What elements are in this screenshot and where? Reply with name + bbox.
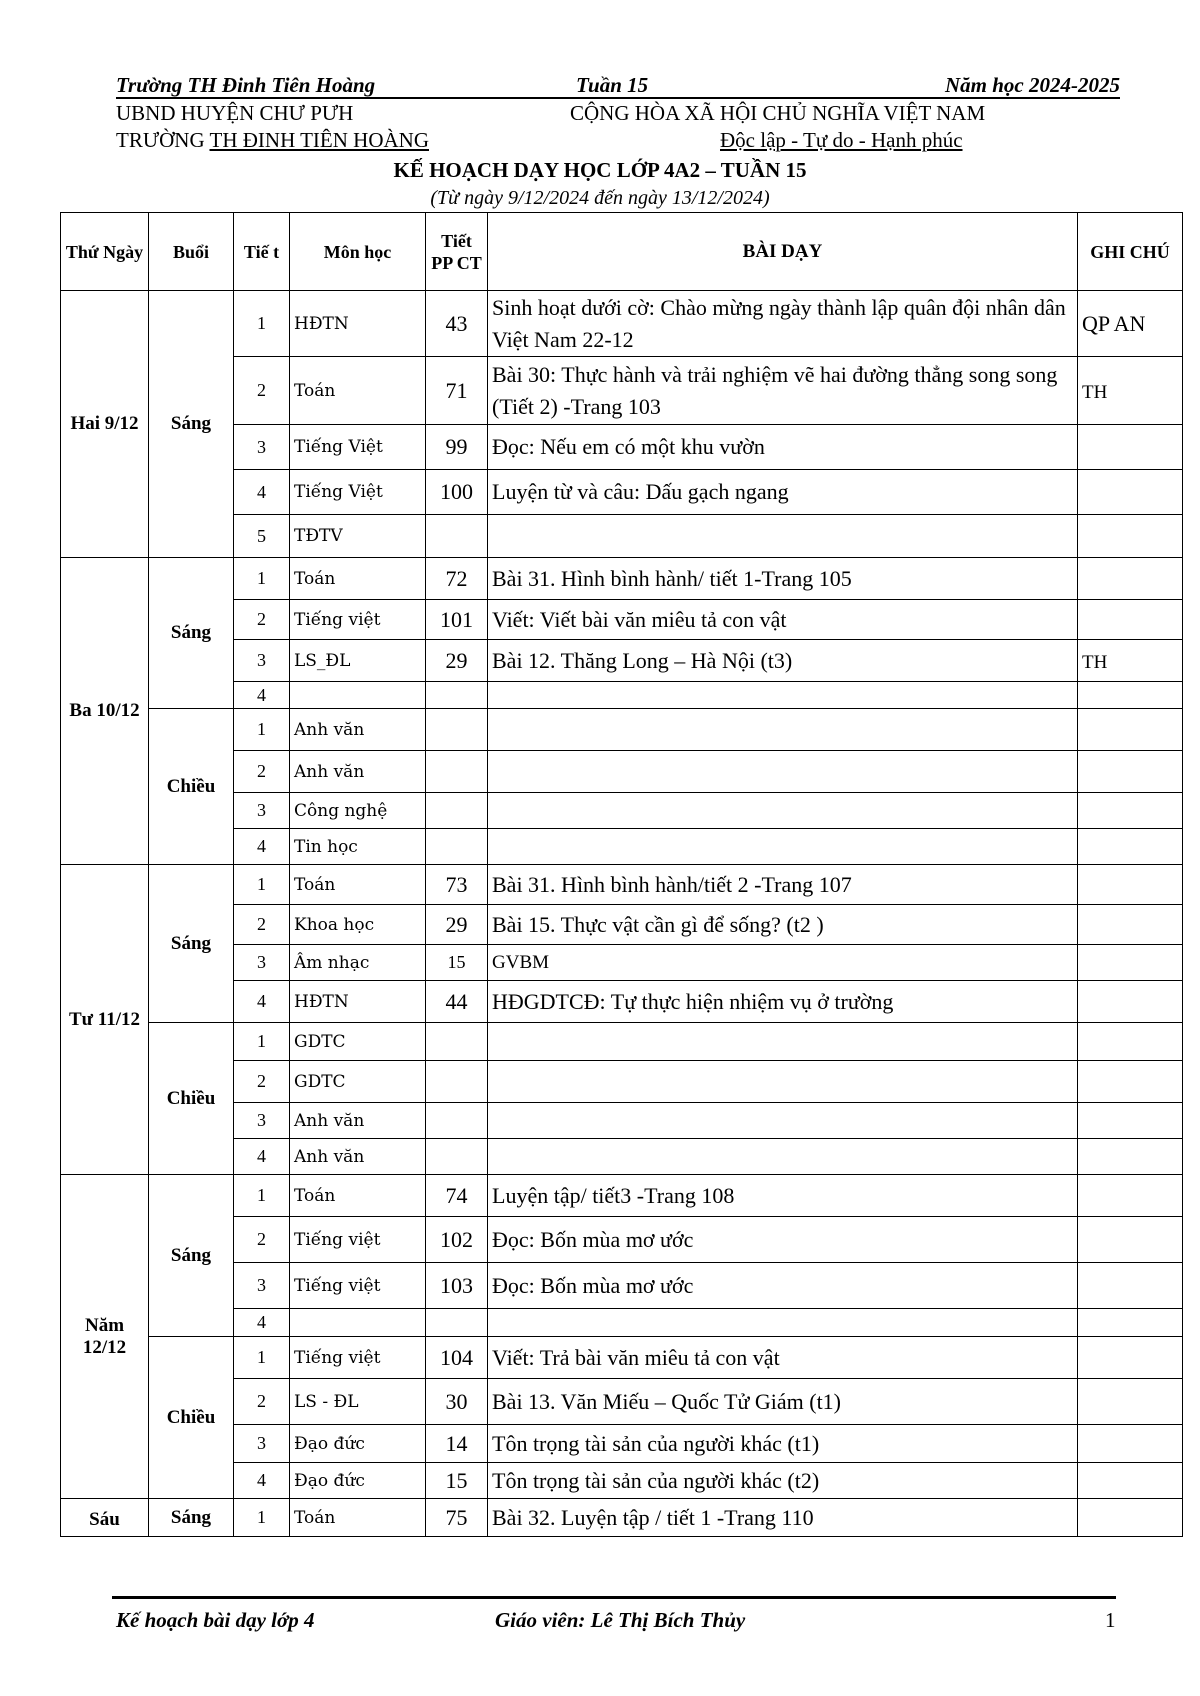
lesson-cell: HĐGDTCĐ: Tự thực hiện nhiệm vụ ở trường	[488, 981, 1078, 1023]
header-thu-ngay: Thứ Ngày	[61, 213, 149, 291]
subject-cell: Tiếng việt	[290, 1263, 426, 1309]
subject-cell: Âm nhạc	[290, 945, 426, 981]
note-cell	[1078, 1337, 1183, 1379]
schedule-table	[60, 212, 1183, 1537]
ppct-cell: 73	[426, 865, 488, 905]
day-cell-ba: Ba 10/12	[61, 558, 149, 865]
lesson-cell: Tôn trọng tài sản của người khác (t1)	[488, 1425, 1078, 1463]
lesson-cell: Bài 30: Thực hành và trải nghiệm vẽ hai đường thẳng song song (Tiết 2) -Trang 103	[488, 357, 1078, 425]
period-cell: 1	[234, 291, 290, 357]
footer-divider	[112, 1596, 1116, 1599]
ppct-cell	[426, 1103, 488, 1139]
lesson-cell: Bài 15. Thực vật cần gì để sống? (t2 )	[488, 905, 1078, 945]
lesson-cell: Bài 32. Luyện tập / tiết 1 -Trang 110	[488, 1499, 1078, 1537]
note-cell	[1078, 682, 1183, 709]
note-cell	[1078, 425, 1183, 470]
week-label: Tuần 15	[576, 73, 649, 97]
lesson-cell	[488, 1023, 1078, 1061]
period-cell: 4	[234, 682, 290, 709]
lesson-cell	[488, 1139, 1078, 1175]
lesson-cell	[488, 829, 1078, 865]
table-row	[61, 1499, 1183, 1537]
ppct-cell: 43	[426, 291, 488, 357]
lesson-cell: Luyện tập/ tiết3 -Trang 108	[488, 1175, 1078, 1217]
ppct-cell: 102	[426, 1217, 488, 1263]
day-cell-hai: Hai 9/12	[61, 291, 149, 558]
period-cell: 2	[234, 751, 290, 793]
note-cell: TH	[1078, 357, 1183, 425]
school-name-caps	[116, 128, 429, 153]
day-cell-nam: Năm 12/12	[61, 1175, 149, 1499]
subject-cell: Toán	[290, 357, 426, 425]
day-cell-sau: Sáu	[61, 1499, 149, 1537]
period-cell: 1	[234, 558, 290, 600]
header-ghi-chu: GHI CHÚ	[1078, 213, 1183, 291]
ppct-cell	[426, 1061, 488, 1103]
period-cell: 1	[234, 1499, 290, 1537]
ppct-cell: 15	[426, 945, 488, 981]
lesson-cell: Bài 31. Hình bình hành/tiết 2 -Trang 107	[488, 865, 1078, 905]
note-cell	[1078, 1139, 1183, 1175]
lesson-cell: Bài 12. Thăng Long – Hà Nội (t3)	[488, 640, 1078, 682]
ppct-cell: 29	[426, 905, 488, 945]
ppct-cell	[426, 829, 488, 865]
note-cell	[1078, 905, 1183, 945]
note-cell: TH	[1078, 640, 1183, 682]
lesson-cell: Bài 31. Hình bình hành/ tiết 1-Trang 105	[488, 558, 1078, 600]
page-number: 1	[1105, 1608, 1116, 1632]
school-name-italic: Trường TH Đinh Tiên Hoàng	[116, 73, 376, 97]
period-cell: 2	[234, 1217, 290, 1263]
ppct-cell: 29	[426, 640, 488, 682]
lesson-cell: Tôn trọng tài sản của người khác (t2)	[488, 1463, 1078, 1499]
ppct-cell: 100	[426, 470, 488, 515]
period-cell: 1	[234, 709, 290, 751]
subject-cell: LS - ĐL	[290, 1379, 426, 1425]
school-year: Năm học 2024-2025	[945, 73, 1120, 97]
note-cell	[1078, 558, 1183, 600]
period-cell: 2	[234, 905, 290, 945]
session-cell: Sáng	[149, 1175, 234, 1337]
day-cell-tu: Tư 11/12	[61, 865, 149, 1175]
note-cell	[1078, 1379, 1183, 1425]
subject-cell: Tiếng việt	[290, 1217, 426, 1263]
period-cell: 1	[234, 1175, 290, 1217]
ppct-cell	[426, 515, 488, 558]
subject-cell: Tin học	[290, 829, 426, 865]
lesson-cell	[488, 793, 1078, 829]
ppct-cell	[426, 1139, 488, 1175]
ppct-cell	[426, 1023, 488, 1061]
subject-cell: Tiếng Việt	[290, 425, 426, 470]
ppct-cell	[426, 751, 488, 793]
lesson-cell	[488, 1061, 1078, 1103]
ppct-cell: 99	[426, 425, 488, 470]
subject-cell: Toán	[290, 1499, 426, 1537]
subject-cell: Tiếng việt	[290, 1337, 426, 1379]
session-cell: Sáng	[149, 1499, 234, 1537]
period-cell: 2	[234, 600, 290, 640]
subject-cell: Anh văn	[290, 1139, 426, 1175]
school-name-underlined: TH ĐINH TIÊN HOÀNG	[209, 128, 429, 152]
subject-cell: Đạo đức	[290, 1463, 426, 1499]
period-cell: 4	[234, 470, 290, 515]
ppct-cell	[426, 1309, 488, 1337]
subject-cell: TĐTV	[290, 515, 426, 558]
note-cell: QP AN	[1078, 291, 1183, 357]
ppct-cell: 44	[426, 981, 488, 1023]
school-name-prefix: TRƯỜNG	[116, 128, 210, 152]
subject-cell: Đạo đức	[290, 1425, 426, 1463]
header-top-line	[116, 73, 1120, 99]
period-cell: 4	[234, 829, 290, 865]
subject-cell: Công nghệ	[290, 793, 426, 829]
subject-cell: HĐTN	[290, 291, 426, 357]
ppct-cell	[426, 682, 488, 709]
table-row	[61, 865, 1183, 905]
header-mon-hoc: Môn học	[290, 213, 426, 291]
subject-cell	[290, 1309, 426, 1337]
plan-title: KẾ HOẠCH DẠY HỌC LỚP 4A2 – TUẦN 15	[393, 158, 807, 182]
lesson-cell	[488, 682, 1078, 709]
subject-cell: LS_ĐL	[290, 640, 426, 682]
period-cell: 2	[234, 1379, 290, 1425]
table-row	[61, 709, 1183, 751]
subject-cell: Anh văn	[290, 709, 426, 751]
note-cell	[1078, 981, 1183, 1023]
header-bai-day: BÀI DẠY	[488, 213, 1078, 291]
session-cell: Chiều	[149, 1023, 234, 1175]
ppct-cell: 75	[426, 1499, 488, 1537]
note-cell	[1078, 1217, 1183, 1263]
period-cell: 4	[234, 981, 290, 1023]
motto: Độc lập - Tự do - Hạnh phúc	[720, 128, 963, 152]
lesson-cell: Đọc: Bốn mùa mơ ước	[488, 1217, 1078, 1263]
period-cell: 4	[234, 1139, 290, 1175]
lesson-cell: Viết: Trả bài văn miêu tả con vật	[488, 1337, 1078, 1379]
note-cell	[1078, 1023, 1183, 1061]
note-cell	[1078, 751, 1183, 793]
session-cell: Chiều	[149, 1337, 234, 1499]
note-cell	[1078, 945, 1183, 981]
date-range: (Từ ngày 9/12/2024 đến ngày 13/12/2024)	[430, 187, 770, 209]
period-cell: 3	[234, 793, 290, 829]
ppct-cell: 30	[426, 1379, 488, 1425]
lesson-cell: Sinh hoạt dưới cờ: Chào mừng ngày thành lập quân đội nhân dân Việt Nam 22-12	[488, 291, 1078, 357]
table-row	[61, 1175, 1183, 1217]
note-cell	[1078, 1499, 1183, 1537]
note-cell	[1078, 829, 1183, 865]
period-cell: 3	[234, 1103, 290, 1139]
lesson-cell	[488, 709, 1078, 751]
ppct-cell: 74	[426, 1175, 488, 1217]
subject-cell: GDTC	[290, 1023, 426, 1061]
subject-cell: Anh văn	[290, 751, 426, 793]
session-cell: Sáng	[149, 865, 234, 1023]
country-name: CỘNG HÒA XÃ HỘI CHỦ NGHĨA VIỆT NAM	[570, 101, 986, 125]
subject-cell: Khoa học	[290, 905, 426, 945]
lesson-cell: GVBM	[488, 945, 1078, 981]
note-cell	[1078, 1425, 1183, 1463]
header-buoi: Buổi	[149, 213, 234, 291]
period-cell: 3	[234, 425, 290, 470]
table-row	[61, 291, 1183, 357]
period-cell: 3	[234, 945, 290, 981]
lesson-cell: Bài 13. Văn Miếu – Quốc Tử Giám (t1)	[488, 1379, 1078, 1425]
lesson-cell: Luyện từ và câu: Dấu gạch ngang	[488, 470, 1078, 515]
table-row	[61, 558, 1183, 600]
ppct-cell: 72	[426, 558, 488, 600]
ppct-cell: 101	[426, 600, 488, 640]
subject-cell: Tiếng việt	[290, 600, 426, 640]
note-cell	[1078, 1309, 1183, 1337]
period-cell: 2	[234, 357, 290, 425]
subject-cell: Toán	[290, 558, 426, 600]
lesson-cell	[488, 1309, 1078, 1337]
ppct-cell: 104	[426, 1337, 488, 1379]
note-cell	[1078, 1175, 1183, 1217]
subject-cell: GDTC	[290, 1061, 426, 1103]
period-cell: 1	[234, 1023, 290, 1061]
session-cell: Sáng	[149, 291, 234, 558]
lesson-cell: Đọc: Nếu em có một khu vườn	[488, 425, 1078, 470]
period-cell: 2	[234, 1061, 290, 1103]
ppct-cell: 103	[426, 1263, 488, 1309]
ppct-cell: 14	[426, 1425, 488, 1463]
period-cell: 3	[234, 1425, 290, 1463]
note-cell	[1078, 709, 1183, 751]
subject-cell	[290, 682, 426, 709]
lesson-cell: Đọc: Bốn mùa mơ ước	[488, 1263, 1078, 1309]
period-cell: 5	[234, 515, 290, 558]
subject-cell: Anh văn	[290, 1103, 426, 1139]
lesson-cell	[488, 1103, 1078, 1139]
note-cell	[1078, 600, 1183, 640]
lesson-cell	[488, 515, 1078, 558]
note-cell	[1078, 865, 1183, 905]
ppct-cell	[426, 709, 488, 751]
subject-cell: HĐTN	[290, 981, 426, 1023]
note-cell	[1078, 470, 1183, 515]
period-cell: 3	[234, 640, 290, 682]
session-cell: Sáng	[149, 558, 234, 709]
session-cell: Chiều	[149, 709, 234, 865]
subject-cell: Tiếng Việt	[290, 470, 426, 515]
period-cell: 3	[234, 1263, 290, 1309]
subject-cell: Toán	[290, 865, 426, 905]
table-row	[61, 1023, 1183, 1061]
note-cell	[1078, 1463, 1183, 1499]
note-cell	[1078, 1061, 1183, 1103]
header-ppct: Tiết PP CT	[426, 213, 488, 291]
period-cell: 1	[234, 865, 290, 905]
period-cell: 4	[234, 1309, 290, 1337]
ppct-cell: 71	[426, 357, 488, 425]
subject-cell: Toán	[290, 1175, 426, 1217]
lesson-cell: Viết: Viết bài văn miêu tả con vật	[488, 600, 1078, 640]
lesson-cell	[488, 751, 1078, 793]
table-row	[61, 1337, 1183, 1379]
footer-teacher: Giáo viên: Lê Thị Bích Thủy	[495, 1608, 746, 1632]
header-tiet: Tiế t	[234, 213, 290, 291]
period-cell: 4	[234, 1463, 290, 1499]
period-cell: 1	[234, 1337, 290, 1379]
ppct-cell	[426, 793, 488, 829]
district-name: UBND HUYỆN CHƯ PƯH	[116, 101, 354, 125]
note-cell	[1078, 1103, 1183, 1139]
note-cell	[1078, 515, 1183, 558]
note-cell	[1078, 1263, 1183, 1309]
footer-plan-label: Kế hoạch bài dạy lớp 4	[116, 1608, 315, 1632]
table-header-row	[61, 213, 1183, 291]
note-cell	[1078, 793, 1183, 829]
ppct-cell: 15	[426, 1463, 488, 1499]
